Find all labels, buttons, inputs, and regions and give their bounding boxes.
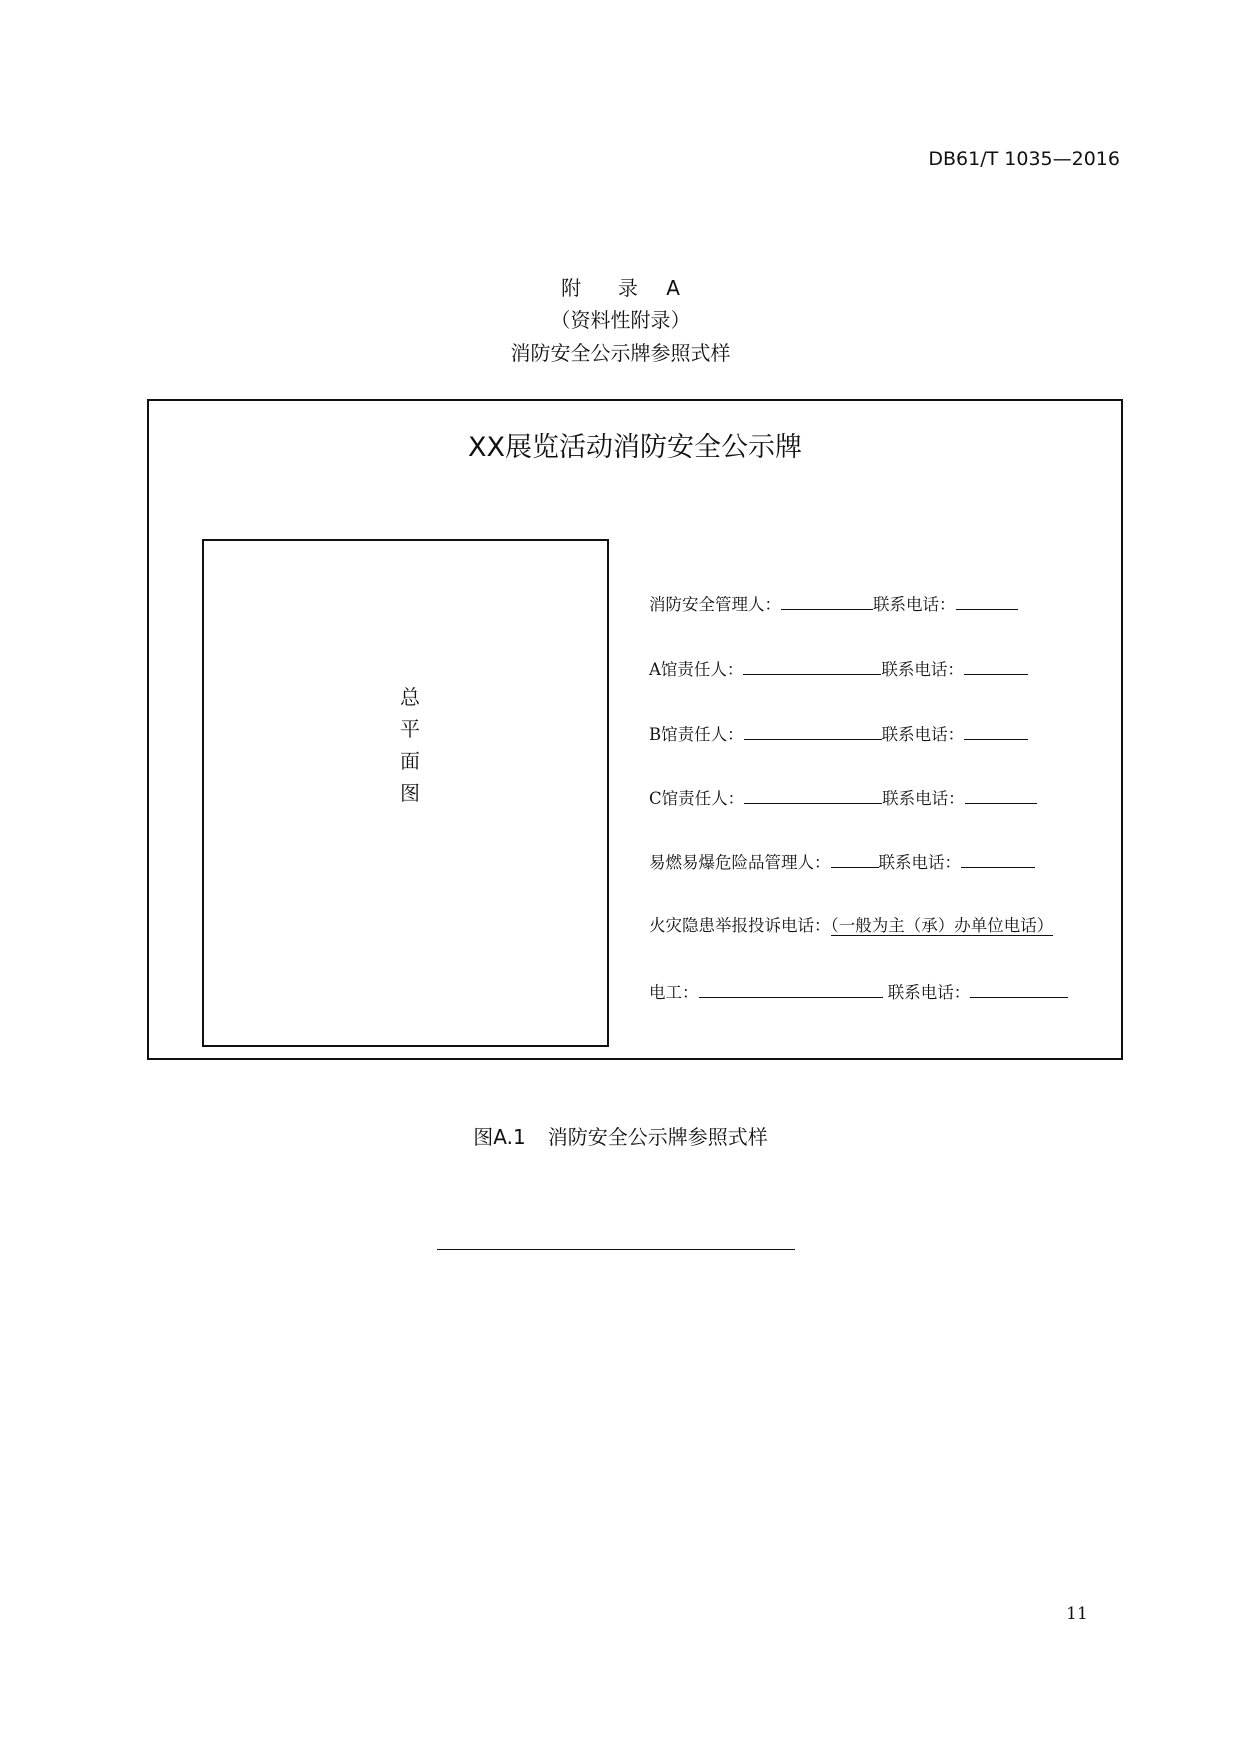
phone-blank[interactable] [965,785,1037,804]
site-plan-label [398,681,422,809]
field-label: 火灾隐患举报投诉电话： [649,916,831,935]
phone-label: 联系电话： [878,853,961,872]
phone-label: 联系电话： [873,595,956,614]
appendix-title-letter: A [666,276,680,300]
field-row-hall-c [649,785,1037,809]
fire-safety-board [147,399,1123,1060]
report-phone-value: （一般为主（承）办单位电话） [830,916,1054,935]
phone-blank[interactable] [956,591,1018,610]
end-rule [437,1249,795,1250]
phone-label: 联系电话： [882,983,971,1002]
appendix-title-prefix: 附 录 [561,276,646,300]
site-plan-char: 平 [400,717,420,741]
field-row-hall-b [649,721,1028,745]
appendix-title [0,272,1241,301]
phone-blank[interactable] [961,849,1035,868]
field-label: 电工： [649,983,699,1002]
field-label: 消防安全管理人： [649,595,781,614]
field-label: C馆责任人： [649,789,745,808]
phone-label: 联系电话： [881,660,964,679]
page-number: 11 [1066,1604,1088,1624]
phone-label: 联系电话： [881,725,965,744]
name-blank[interactable] [781,591,873,610]
site-plan-box [202,539,609,1047]
name-blank[interactable] [743,656,881,675]
site-plan-char: 总 [400,685,420,709]
figure-title: 消防安全公示牌参照式样 [547,1125,768,1149]
figure-caption [0,1121,1241,1150]
site-plan-char: 面 [400,749,420,773]
name-blank[interactable] [699,979,883,998]
field-label: A馆责任人： [649,660,744,679]
name-blank[interactable] [744,785,882,804]
field-row-electrician [649,979,1068,1003]
field-row-hazmat-manager [649,849,1035,873]
name-blank[interactable] [744,721,882,740]
appendix-name: 消防安全公示牌参照式样 [510,341,731,365]
field-label: B馆责任人： [649,725,744,744]
site-plan-char: 图 [400,781,420,805]
board-title: XX展览活动消防安全公示牌 [468,432,802,463]
figure-number: 图A.1 [473,1125,526,1149]
field-row-hall-a [649,656,1028,680]
name-blank[interactable] [831,849,879,868]
field-row-hazard-report [649,914,1053,938]
phone-blank[interactable] [970,979,1068,998]
phone-label: 联系电话： [882,789,965,808]
phone-blank[interactable] [964,656,1028,675]
doc-code: DB61/T 1035—2016 [928,148,1120,170]
field-row-fire-manager [649,591,1018,615]
phone-blank[interactable] [964,721,1028,740]
appendix-type: （资料性附录） [550,308,691,332]
field-label: 易燃易爆危险品管理人： [649,853,831,872]
